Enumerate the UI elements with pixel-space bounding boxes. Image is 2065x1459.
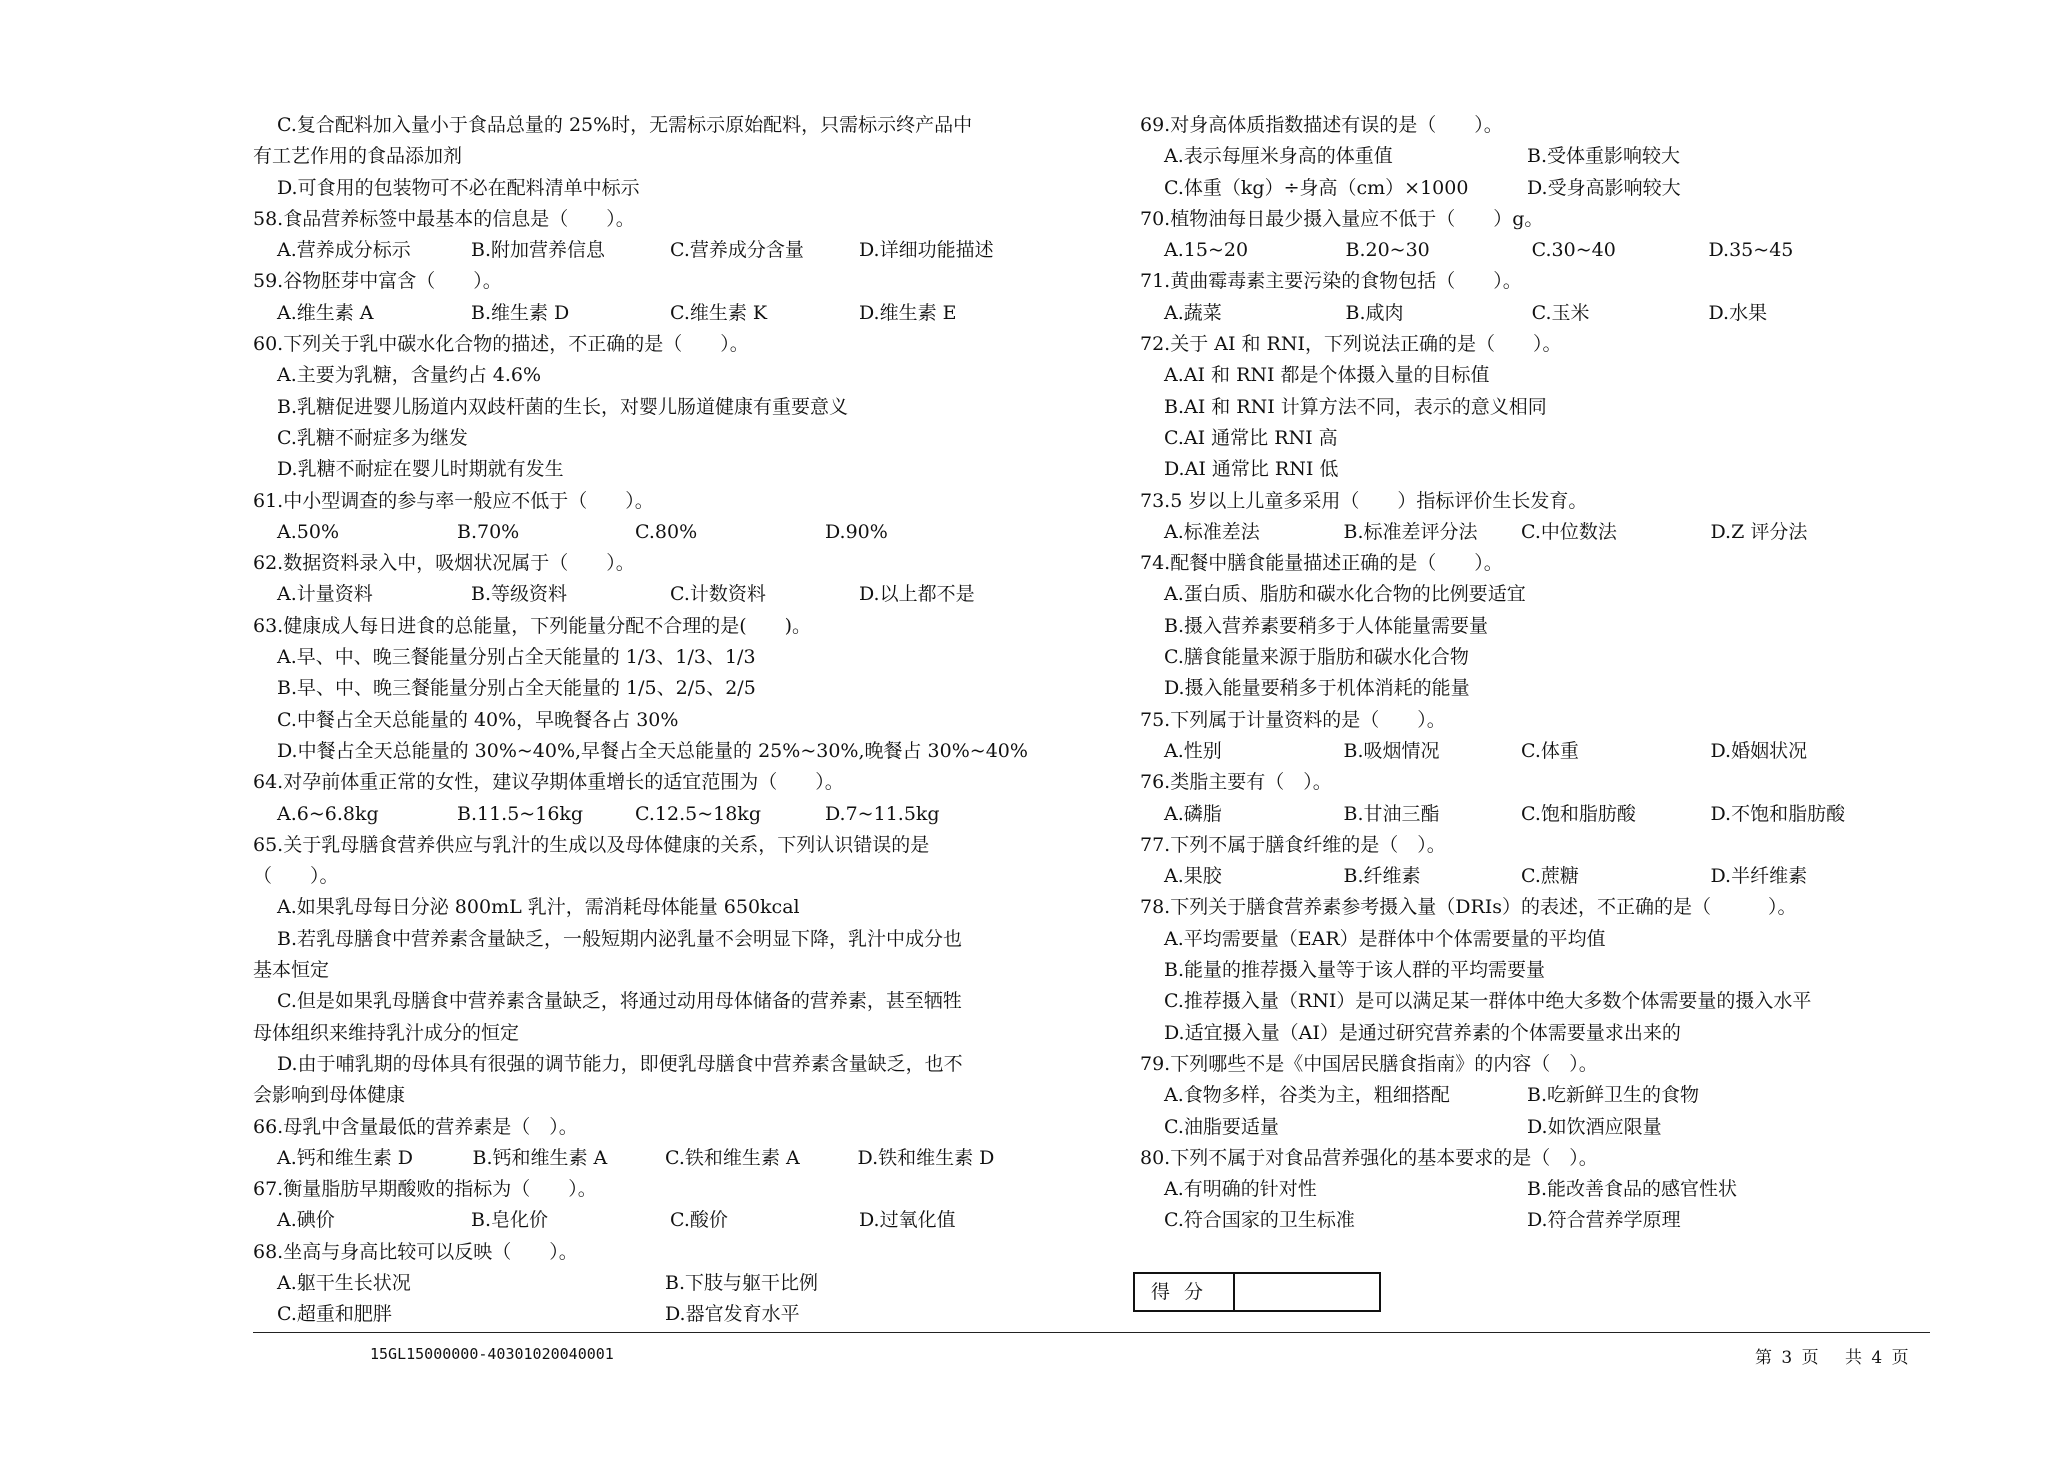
- question-text: 79.下列哪些不是《中国居民膳食指南》的内容（ ）。: [1140, 1052, 1598, 1075]
- question-text: 71.黄曲霉毒素主要污染的食物包括（ ）。: [1140, 270, 1522, 293]
- option-text: A.计量资料: [277, 583, 373, 606]
- option-text: C.80%: [635, 520, 698, 543]
- option-text: B.维生素 D: [471, 301, 570, 324]
- question-text: 75.下列属于计量资料的是（ ）。: [1140, 708, 1446, 731]
- options-row: [1140, 736, 1890, 767]
- option-text: A.躯干生长状况: [277, 1271, 411, 1294]
- question-text: 65.关于乳母膳食营养供应与乳汁的生成以及母体健康的关系，下列认识错误的是: [253, 833, 930, 856]
- text-line: C.膳食能量来源于脂肪和碳水化合物: [1164, 646, 1469, 669]
- question-text: 66.母乳中含量最低的营养素是（ ）。: [253, 1115, 578, 1138]
- option-text: B.能改善食品的感官性状: [1527, 1178, 1738, 1201]
- text-line: 基本恒定: [253, 959, 330, 982]
- option-text: A.维生素 A: [277, 301, 374, 324]
- text-line: D.可食用的包装物可不必在配料清单中标示: [277, 176, 640, 199]
- options-row: [1140, 173, 1890, 204]
- text-line: D.摄入能量要稍多于机体消耗的能量: [1164, 677, 1470, 700]
- option-text: D.不饱和脂肪酸: [1710, 802, 1846, 825]
- question-text: 64.对孕前体重正常的女性，建议孕期体重增长的适宜范围为（ ）。: [253, 771, 844, 794]
- option-text: C.蔗糖: [1521, 865, 1579, 888]
- question-text: 78.下列关于膳食营养素参考摄入量（DRIs）的表述，不正确的是（ ）。: [1140, 896, 1797, 919]
- option-text: A.标准差法: [1164, 520, 1260, 543]
- options-row: [253, 1205, 1053, 1236]
- option-text: C.体重: [1521, 739, 1579, 762]
- options-row: [1140, 1205, 1890, 1236]
- option-text: B.11.5~16kg: [457, 802, 584, 825]
- text-line: 会影响到母体健康: [253, 1084, 406, 1107]
- option-text: D.符合营养学原理: [1527, 1209, 1681, 1232]
- option-text: C.饱和脂肪酸: [1521, 802, 1636, 825]
- question-text: 72.关于 AI 和 RNI，下列说法正确的是（ ）。: [1140, 333, 1562, 356]
- question-text: 76.类脂主要有（ ）。: [1140, 771, 1332, 794]
- option-text: D.器官发育水平: [665, 1303, 800, 1326]
- option-text: B.下肢与躯干比例: [665, 1271, 819, 1294]
- left-column: [253, 110, 1053, 1331]
- text-line: D.AI 通常比 RNI 低: [1164, 458, 1339, 481]
- page-number: 第 3 页 共 4 页: [1755, 1348, 1909, 1368]
- text-line: 母体组织来维持乳汁成分的恒定: [253, 1021, 520, 1044]
- option-text: C.油脂要适量: [1164, 1115, 1279, 1138]
- question-text: 69.对身高体质指数描述有误的是（ ）。: [1140, 114, 1503, 136]
- text-line: B.早、中、晚三餐能量分别占全天能量的 1/5、2/5、2/5: [277, 677, 756, 700]
- option-text: D.铁和维生素 D: [857, 1146, 995, 1169]
- option-text: D.Z 评分法: [1710, 520, 1808, 543]
- text-line: A.蛋白质、脂肪和碳水化合物的比例要适宜: [1164, 583, 1526, 606]
- option-text: A.15~20: [1164, 239, 1249, 262]
- question-text: 80.下列不属于对食品营养强化的基本要求的是（ ）。: [1140, 1146, 1598, 1169]
- option-text: C.体重（kg）÷身高（cm）×1000: [1164, 176, 1469, 199]
- text-line: 有工艺作用的食品添加剂: [253, 145, 463, 168]
- option-text: B.吃新鲜卫生的食物: [1527, 1084, 1700, 1107]
- option-text: C.超重和肥胖: [277, 1303, 392, 1326]
- option-text: D.婚姻状况: [1710, 739, 1808, 762]
- option-text: A.食物多样，谷类为主，粗细搭配: [1164, 1084, 1450, 1107]
- question-text: 60.下列关于乳中碳水化合物的描述，不正确的是（ ）。: [253, 333, 749, 356]
- options-row: [253, 1299, 1053, 1330]
- question-text: 63.健康成人每日进食的总能量，下列能量分配不合理的是( )。: [253, 614, 812, 637]
- options-row: [253, 1143, 1053, 1174]
- footer-divider: [253, 1332, 1930, 1333]
- option-text: A.有明确的针对性: [1164, 1178, 1317, 1201]
- option-text: A.果胶: [1164, 865, 1222, 888]
- option-text: D.维生素 E: [859, 301, 957, 324]
- text-line: D.乳糖不耐症在婴儿时期就有发生: [277, 458, 564, 481]
- text-line: （ ）。: [253, 865, 339, 888]
- option-text: C.12.5~18kg: [635, 802, 761, 825]
- option-text: D.受身高影响较大: [1527, 176, 1681, 199]
- option-text: D.7~11.5kg: [825, 802, 940, 825]
- option-text: A.蔬菜: [1164, 301, 1222, 324]
- text-line: A.如果乳母每日分泌 800mL 乳汁，需消耗母体能量 650kcal: [277, 896, 800, 919]
- option-text: A.碘价: [277, 1209, 335, 1232]
- options-row: [1140, 1174, 1890, 1205]
- text-line: D.适宜摄入量（AI）是通过研究营养素的个体需要量求出来的: [1164, 1021, 1681, 1044]
- text-line: C.复合配料加入量小于食品总量的 25%时，无需标示原始配料，只需标示终产品中: [277, 114, 973, 136]
- question-text: 73.5 岁以上儿童多采用（ ）指标评价生长发育。: [1140, 489, 1588, 512]
- option-text: C.中位数法: [1521, 520, 1617, 543]
- text-line: B.摄入营养素要稍多于人体能量需要量: [1164, 614, 1489, 637]
- option-text: B.钙和维生素 A: [472, 1146, 608, 1169]
- text-line: A.AI 和 RNI 都是个体摄入量的目标值: [1164, 364, 1490, 387]
- option-text: D.90%: [825, 520, 888, 543]
- option-text: B.吸烟情况: [1343, 739, 1440, 762]
- options-row: [253, 517, 1053, 548]
- option-text: D.如饮酒应限量: [1527, 1115, 1662, 1138]
- option-text: D.以上都不是: [859, 583, 975, 606]
- text-line: C.AI 通常比 RNI 高: [1164, 426, 1338, 449]
- text-line: B.若乳母膳食中营养素含量缺乏，一般短期内泌乳量不会明显下降，乳汁中成分也: [277, 927, 963, 950]
- option-text: C.30~40: [1531, 239, 1616, 262]
- question-text: 68.坐高与身高比较可以反映（ ）。: [253, 1240, 578, 1263]
- option-text: D.过氧化值: [859, 1209, 956, 1232]
- text-line: C.但是如果乳母膳食中营养素含量缺乏，将通过动用母体储备的营养素，甚至牺牲: [277, 990, 962, 1013]
- option-text: A.钙和维生素 D: [277, 1146, 414, 1169]
- options-row: [253, 1268, 1053, 1299]
- score-box: [1133, 1272, 1381, 1312]
- question-text: 59.谷物胚芽中富含（ ）。: [253, 270, 502, 293]
- question-text: 61.中小型调查的参与率一般应不低于（ ）。: [253, 489, 654, 512]
- text-line: C.推荐摄入量（RNI）是可以满足某一群体中绝大多数个体需要量的摄入水平: [1164, 990, 1812, 1013]
- option-text: C.维生素 K: [669, 301, 768, 324]
- options-row: [1140, 861, 1890, 892]
- options-row: [1140, 1080, 1890, 1111]
- options-row: [1140, 298, 1890, 329]
- text-line: B.乳糖促进婴儿肠道内双歧杆菌的生长，对婴儿肠道健康有重要意义: [277, 395, 849, 418]
- option-text: A.50%: [277, 520, 339, 543]
- option-text: B.等级资料: [471, 583, 568, 606]
- score-label: 得分: [1135, 1274, 1235, 1310]
- option-text: B.附加营养信息: [471, 239, 606, 262]
- question-text: 77.下列不属于膳食纤维的是（ ）。: [1140, 833, 1446, 856]
- text-line: C.乳糖不耐症多为继发: [277, 426, 468, 449]
- option-text: B.标准差评分法: [1343, 520, 1478, 543]
- text-line: C.中餐占全天总能量的 40%，早晚餐各占 30%: [277, 708, 679, 731]
- text-line: A.平均需要量（EAR）是群体中个体需要量的平均值: [1164, 927, 1606, 950]
- right-column: [1140, 110, 1890, 1237]
- options-row: [1140, 517, 1890, 548]
- option-text: A.表示每厘米身高的体重值: [1164, 145, 1393, 168]
- text-line: B.能量的推荐摄入量等于该人群的平均需要量: [1164, 959, 1546, 982]
- option-text: C.玉米: [1531, 301, 1590, 324]
- options-row: [253, 579, 1053, 610]
- option-text: A.6~6.8kg: [277, 802, 379, 825]
- options-row: [253, 799, 1053, 830]
- options-row: [1140, 141, 1890, 172]
- option-text: B.甘油三酯: [1343, 802, 1440, 825]
- options-row: [1140, 1112, 1890, 1143]
- option-text: B.咸肉: [1345, 301, 1404, 324]
- option-text: C.计数资料: [669, 583, 766, 606]
- question-text: 74.配餐中膳食能量描述正确的是（ ）。: [1140, 552, 1503, 575]
- question-text: 67.衡量脂肪早期酸败的指标为（ ）。: [253, 1178, 597, 1201]
- question-text: 58.食品营养标签中最基本的信息是（ ）。: [253, 207, 635, 230]
- option-text: D.35~45: [1708, 239, 1794, 262]
- text-line: A.主要为乳糖，含量约占 4.6%: [277, 364, 542, 387]
- option-text: C.酸价: [669, 1209, 728, 1232]
- options-row: [1140, 235, 1890, 266]
- text-line: D.中餐占全天总能量的 30%~40%,早餐占全天总能量的 25%~30%,晚餐占 30%~40%: [277, 739, 1028, 762]
- question-text: 70.植物油每日最少摄入量应不低于（ ）g。: [1140, 207, 1544, 230]
- option-text: D.水果: [1708, 301, 1768, 324]
- option-text: A.营养成分标示: [277, 239, 411, 262]
- option-text: D.详细功能描述: [859, 239, 994, 262]
- option-text: B.70%: [457, 520, 520, 543]
- option-text: D.半纤维素: [1710, 865, 1808, 888]
- option-text: B.皂化价: [471, 1209, 549, 1232]
- text-line: D.由于哺乳期的母体具有很强的调节能力，即便乳母膳食中营养素含量缺乏，也不: [277, 1052, 963, 1075]
- option-text: C.营养成分含量: [669, 239, 804, 262]
- text-line: A.早、中、晚三餐能量分别占全天能量的 1/3、1/3、1/3: [277, 646, 756, 669]
- text-line: B.AI 和 RNI 计算方法不同，表示的意义相同: [1164, 395, 1547, 418]
- option-text: B.纤维素: [1343, 865, 1421, 888]
- option-text: C.铁和维生素 A: [665, 1146, 800, 1169]
- option-text: B.20~30: [1345, 239, 1430, 262]
- option-text: B.受体重影响较大: [1527, 145, 1681, 168]
- options-row: [1140, 799, 1890, 830]
- question-text: 62.数据资料录入中，吸烟状况属于（ ）。: [253, 552, 635, 575]
- options-row: [253, 298, 1053, 329]
- options-row: [253, 235, 1053, 266]
- option-text: A.性别: [1164, 739, 1222, 762]
- document-code: 15GL15000000-40301020040001: [370, 1345, 614, 1363]
- option-text: C.符合国家的卫生标准: [1164, 1209, 1355, 1232]
- score-value[interactable]: [1235, 1274, 1379, 1310]
- option-text: A.磷脂: [1164, 802, 1222, 825]
